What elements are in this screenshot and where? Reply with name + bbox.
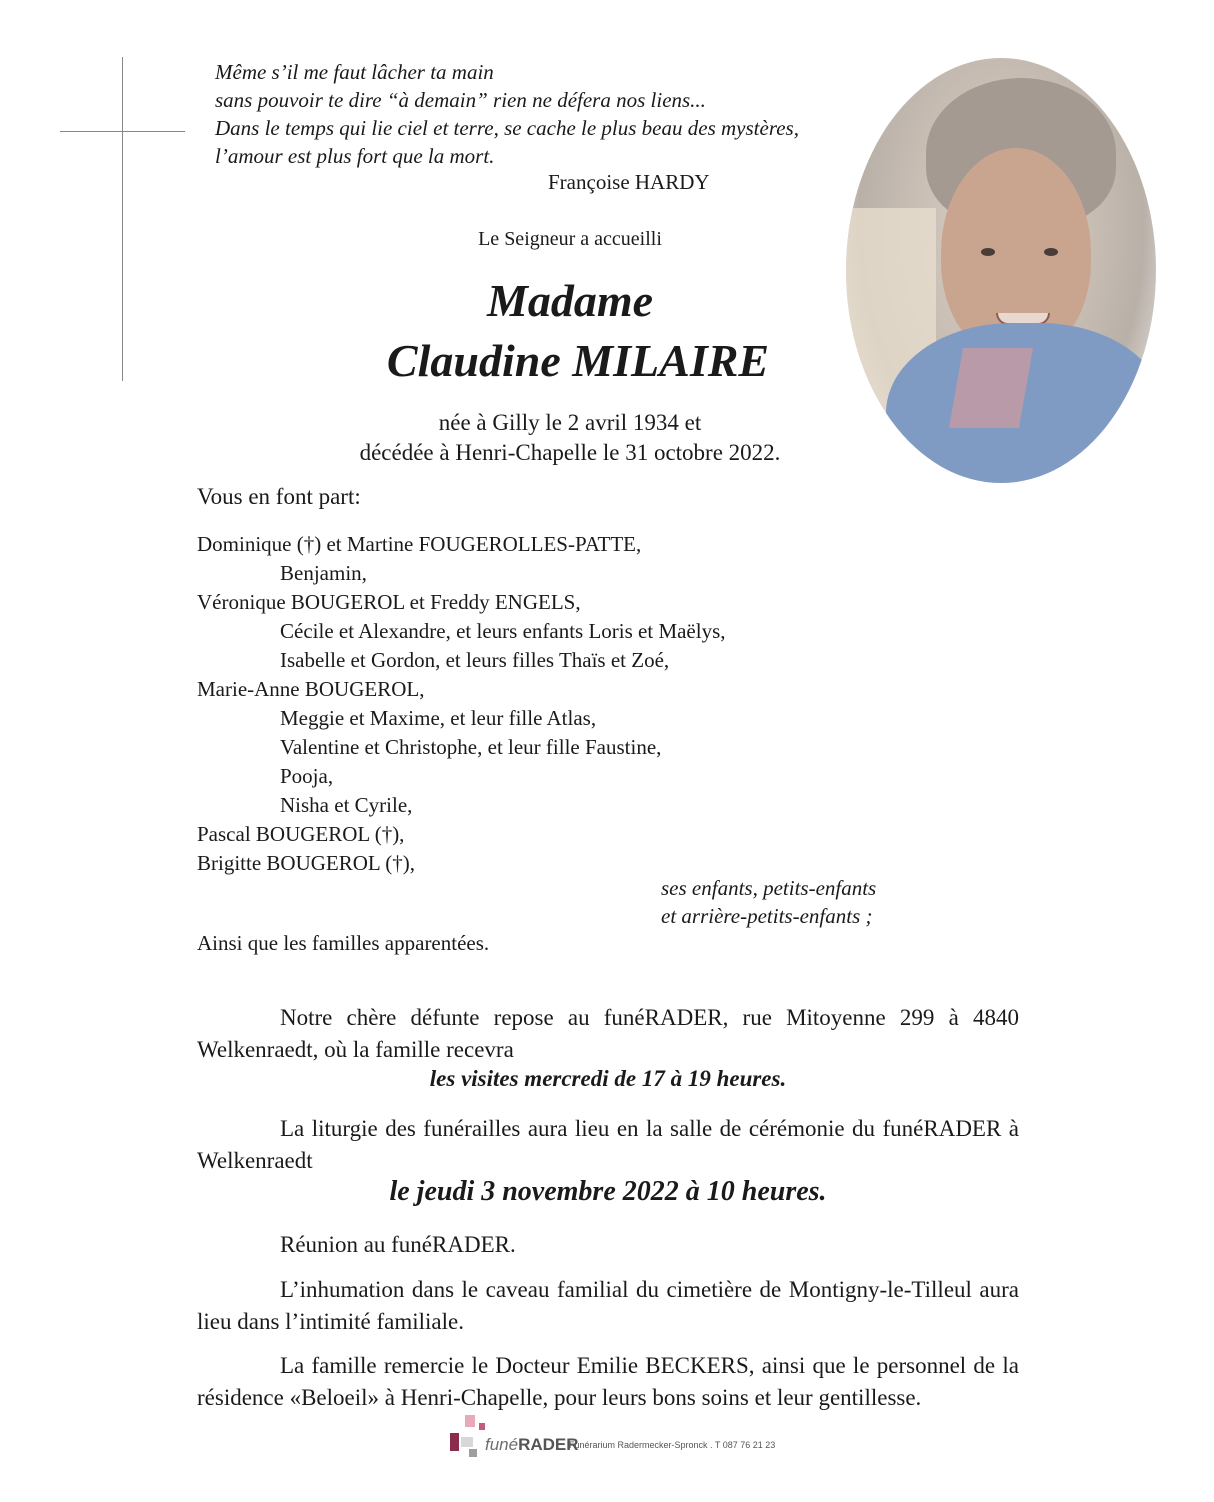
family-label: Vous en font part: xyxy=(197,484,361,509)
funeral-date-highlight: le jeudi 3 novembre 2022 à 10 heures. xyxy=(389,1176,827,1207)
thanks-paragraph: La famille remercie le Docteur Emilie BECKERS, ainsi que le personnel de la résidence «Beloeil» à Henri-Chapelle, pour leurs bons soins et leur gentillesse. xyxy=(197,1353,1019,1410)
visits-highlight: les visites mercredi de 17 à 19 heures. xyxy=(429,1066,787,1091)
deceased-title: Madame xyxy=(486,275,654,326)
family-member: Valentine et Christophe, et leur fille Faustine, xyxy=(280,735,662,759)
logo-square xyxy=(469,1449,477,1457)
deceased-name: Claudine MILAIRE xyxy=(386,335,770,386)
poem-line: Dans le temps qui lie ciel et terre, se cache le plus beau des mystères, xyxy=(215,116,799,140)
logo-square xyxy=(479,1423,485,1430)
portrait-photo xyxy=(846,58,1156,483)
funeral-home-brand: funéRADER xyxy=(485,1435,579,1454)
logo-square xyxy=(465,1415,475,1427)
family-member: Pooja, xyxy=(280,764,334,788)
poem-line: l’amour est plus fort que la mort. xyxy=(215,144,495,168)
birth-line: née à Gilly le 2 avril 1934 et xyxy=(438,410,702,435)
logo-square xyxy=(450,1433,459,1451)
poem-author: Françoise HARDY xyxy=(548,170,710,194)
family-member: Brigitte BOUGEROL (†), xyxy=(197,851,415,875)
family-member: Dominique (†) et Martine FOUGEROLLES-PATTE, xyxy=(197,532,642,556)
family-member: Marie-Anne BOUGEROL, xyxy=(197,677,425,701)
burial-paragraph: L’inhumation dans le caveau familial du cimetière de Montigny-le-Tilleul aura lieu dans l’intimité familiale. xyxy=(197,1277,1019,1334)
family-member: Véronique BOUGEROL et Freddy ENGELS, xyxy=(197,590,581,614)
announcement-intro: Le Seigneur a accueilli xyxy=(478,228,662,250)
funeral-home-footer xyxy=(447,1413,787,1463)
poem xyxy=(215,58,799,170)
funeral-home-contact: Funérarium Radermecker-Spronck . T 087 76 21 23 xyxy=(569,1440,776,1450)
family-member: Nisha et Cyrile, xyxy=(280,793,413,817)
family-member: Isabelle et Gordon, et leurs filles Thaïs et Zoé, xyxy=(280,648,670,672)
cross-horizontal-line xyxy=(60,131,185,132)
family-member: Benjamin, xyxy=(280,561,367,585)
family-relation xyxy=(661,874,876,930)
liturgy-paragraph: La liturgie des funérailles aura lieu en la salle de cérémonie du funéRADER à Welkenraedt xyxy=(197,1116,1019,1173)
family-member: Pascal BOUGEROL (†), xyxy=(197,822,405,846)
family-member: Cécile et Alexandre, et leurs enfants Loris et Maëlys, xyxy=(280,619,726,643)
related-families: Ainsi que les familles apparentées. xyxy=(197,931,490,955)
poem-line: Même s’il me faut lâcher ta main xyxy=(215,60,494,84)
logo-square xyxy=(461,1437,473,1447)
relation-line: et arrière-petits-enfants ; xyxy=(661,904,873,928)
relation-line: ses enfants, petits-enfants xyxy=(661,876,877,900)
reunion-paragraph: Réunion au funéRADER. xyxy=(280,1232,516,1257)
family-member: Meggie et Maxime, et leur fille Atlas, xyxy=(280,706,597,730)
death-line: décédée à Henri-Chapelle le 31 octobre 2022. xyxy=(359,440,781,465)
poem-line: sans pouvoir te dire “à demain” rien ne défera nos liens... xyxy=(215,88,706,112)
repose-paragraph: Notre chère défunte repose au funéRADER, rue Mitoyenne 299 à 4840 Welkenraedt, où la famille recevra xyxy=(197,1005,1019,1062)
family-list xyxy=(197,530,726,878)
